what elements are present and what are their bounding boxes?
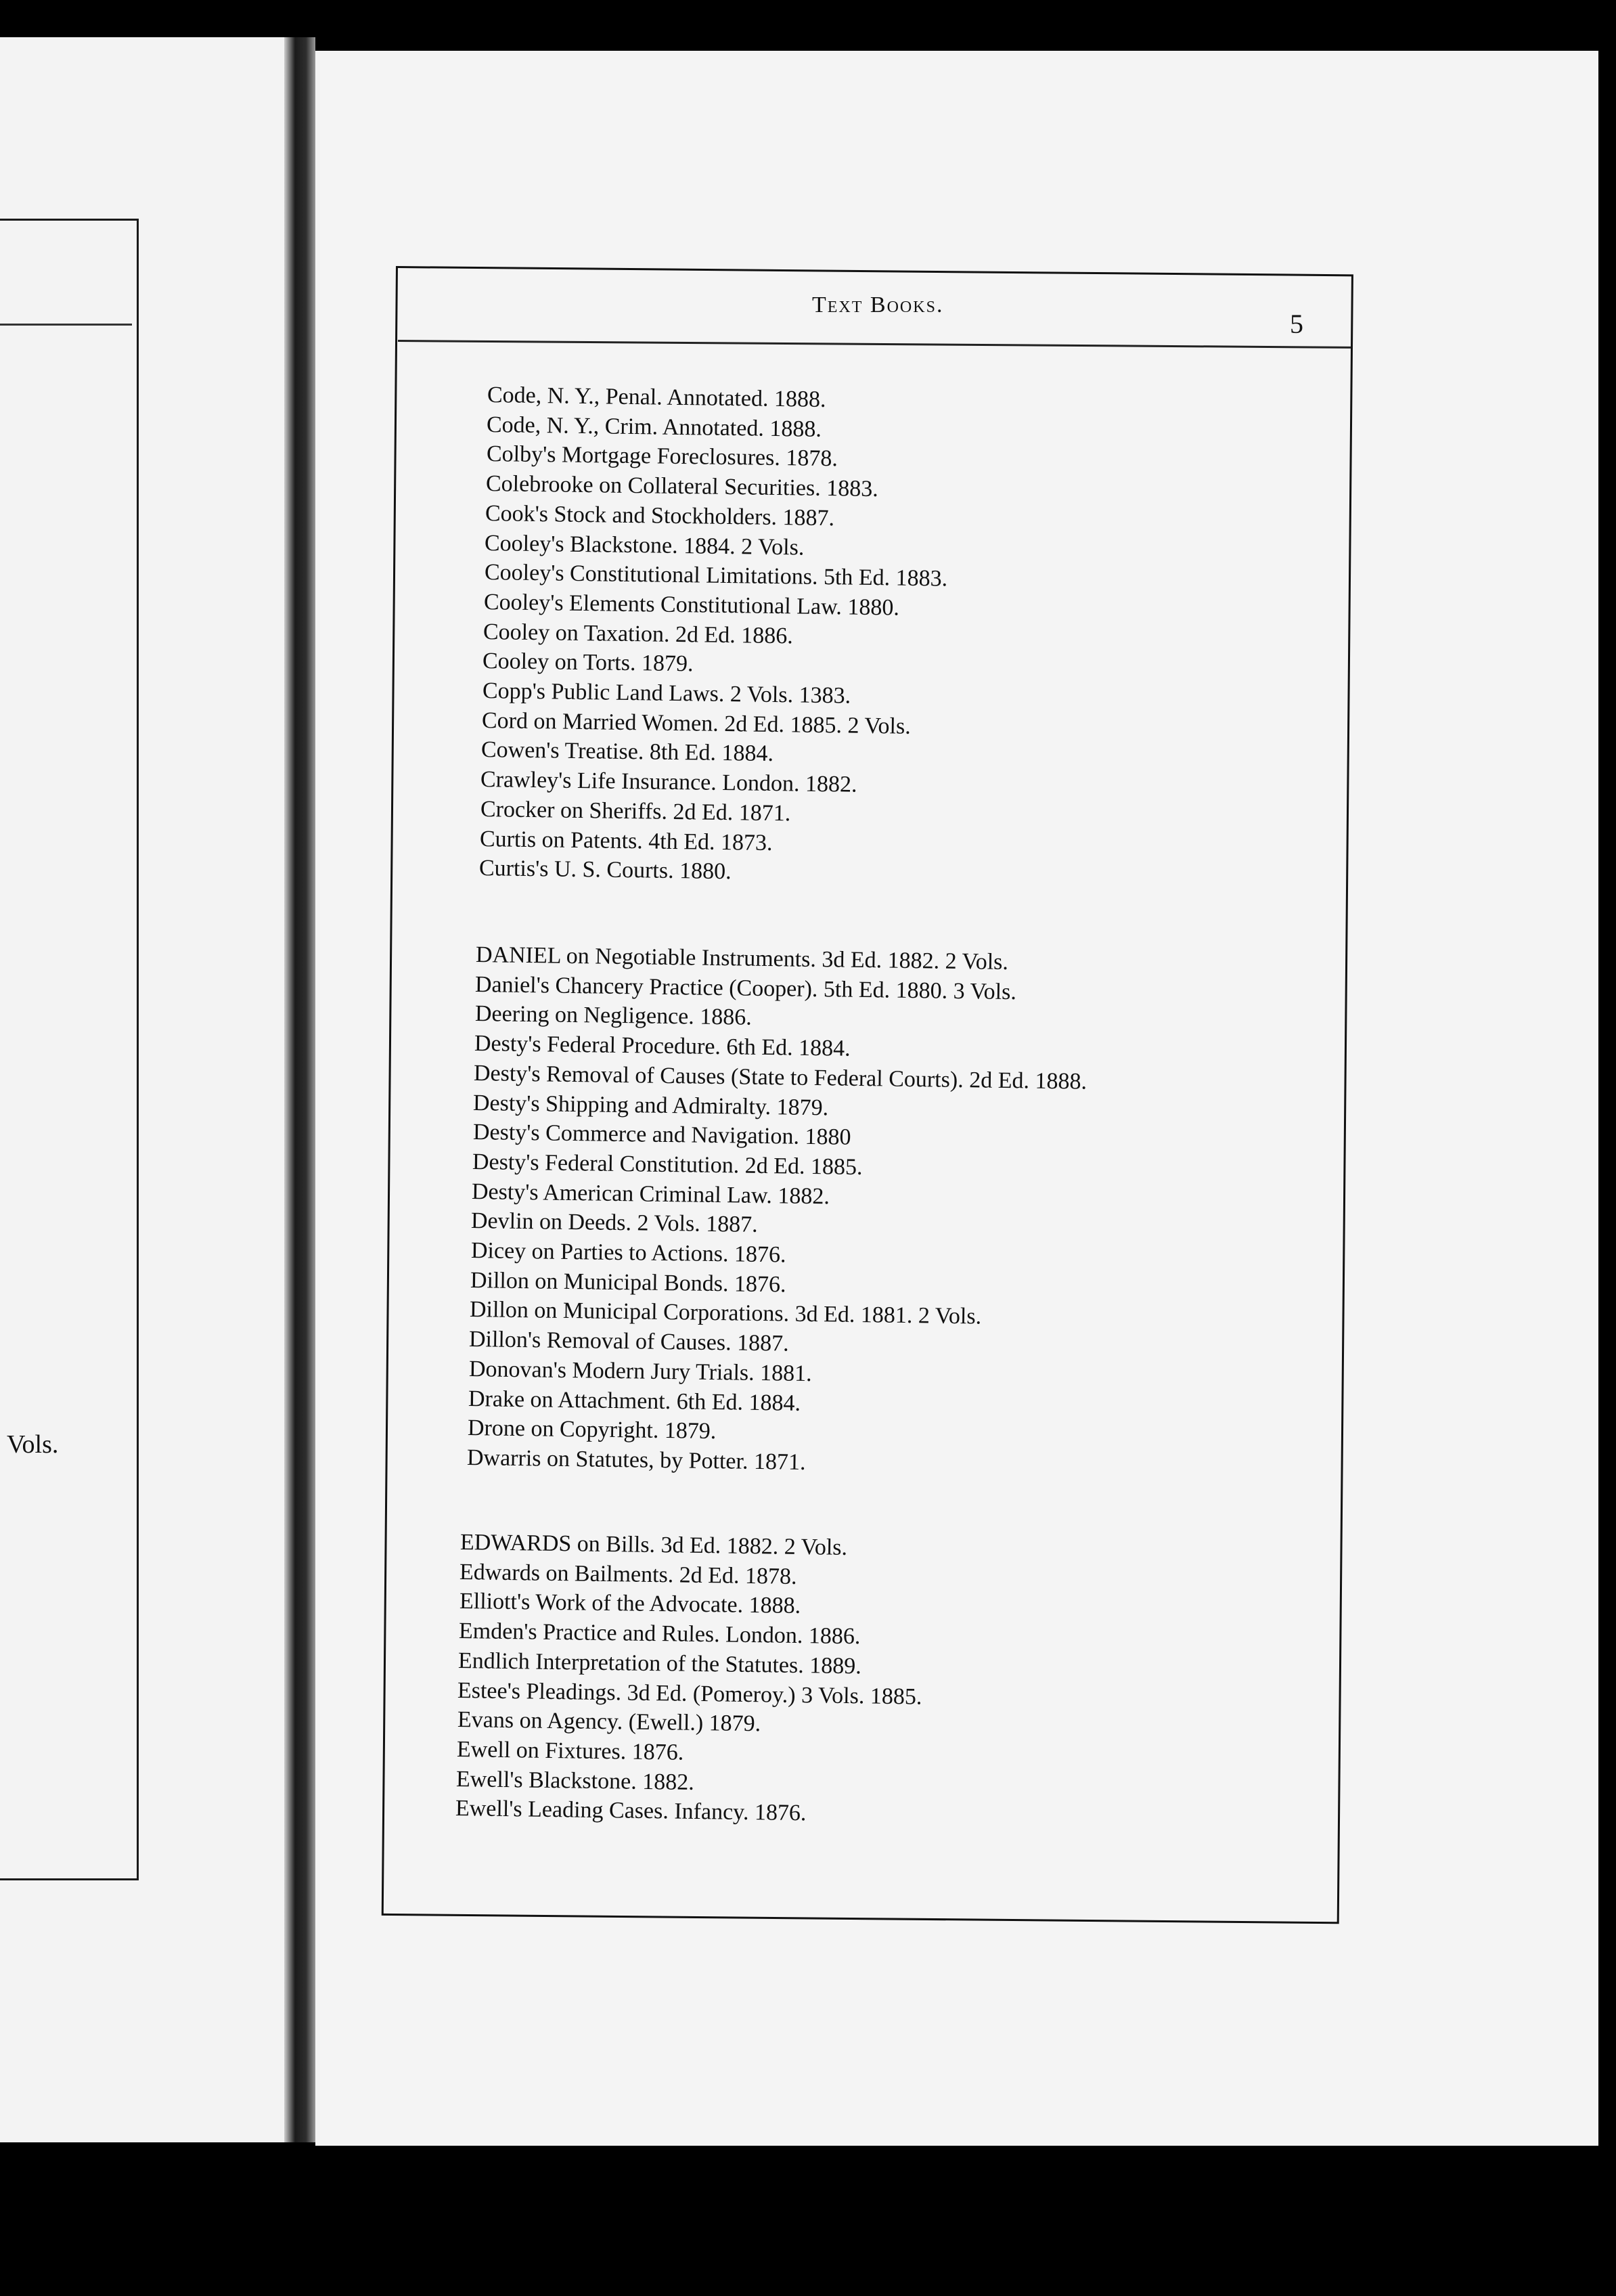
book-entry: Dillon on Municipal Bonds. 1876. xyxy=(470,1267,786,1298)
book-entry: Crocker on Sheriffs. 2d Ed. 1871. xyxy=(480,796,791,826)
book-entry: Code, N. Y., Penal. Annotated. 1888. xyxy=(487,382,826,412)
book-entry: Drake on Attachment. 6th Ed. 1884. xyxy=(468,1386,801,1416)
book-entry: Cooley's Elements Constitutional Law. 1880. xyxy=(483,589,899,621)
book-entry: Code, N. Y., Crim. Annotated. 1888. xyxy=(486,412,822,442)
book-entry: Cooley on Taxation. 2d Ed. 1886. xyxy=(482,619,794,648)
running-header: Text Books. xyxy=(812,292,944,317)
book-entry: Cooley on Torts. 1879. xyxy=(482,648,694,677)
book-entry: Ewell's Blackstone. 1882. xyxy=(455,1766,694,1795)
book-entry: Copp's Public Land Laws. 2 Vols. 1383. xyxy=(482,678,851,709)
book-entry: Crawley's Life Insurance. London. 1882. xyxy=(480,767,858,797)
book-entry: Devlin on Deeds. 2 Vols. 1887. xyxy=(470,1208,759,1238)
book-entry: Emden's Practice and Rules. London. 1886. xyxy=(458,1618,861,1650)
book-entry: Cooley's Blackstone. 1884. 2 Vols. xyxy=(484,530,805,560)
book-entry: Elliott's Work of the Advocate. 1888. xyxy=(459,1589,801,1619)
book-entry: Desty's Commerce and Navigation. 1880 xyxy=(472,1120,851,1150)
book-entry: Ewell on Fixtures. 1876. xyxy=(456,1736,684,1765)
book-entry: Cowen's Treatise. 8th Ed. 1884. xyxy=(480,737,774,767)
book-entry: Endlich Interpretation of the Statutes. 1889. xyxy=(457,1648,862,1679)
book-entry: Dwarris on Statutes, by Potter. 1871. xyxy=(466,1444,806,1475)
book-entry: Cooley's Constitutional Limitations. 5th Ed. 1883. xyxy=(484,560,947,592)
book-entry: DANIEL on Negotiable Instruments. 3d Ed. 1882. 2 Vols. xyxy=(475,942,1009,975)
book-entry: Colebrooke on Collateral Securities. 1883. xyxy=(485,471,878,502)
book-entry: Curtis's U. S. Courts. 1880. xyxy=(478,856,732,885)
book-entry: Edwards on Bailments. 2d Ed. 1878. xyxy=(459,1559,798,1589)
left-page-rule xyxy=(0,324,132,326)
book-entry: EDWARDS on Bills. 3d Ed. 1882. 2 Vols. xyxy=(459,1530,848,1560)
book-entry: Cook's Stock and Stockholders. 1887. xyxy=(485,500,835,531)
book-entry: Cord on Married Women. 2d Ed. 1885. 2 Vols. xyxy=(481,707,911,739)
book-entry: Curtis on Patents. 4th Ed. 1873. xyxy=(479,826,773,856)
book-entry: Desty's Federal Procedure. 6th Ed. 1884. xyxy=(474,1031,851,1061)
left-page-fragment: Vols. xyxy=(7,1430,59,1459)
book-entry: Colby's Mortgage Foreclosures. 1878. xyxy=(486,441,838,472)
book-entry: Dillon's Removal of Causes. 1887. xyxy=(468,1327,790,1356)
book-entry: Desty's Federal Constitution. 2d Ed. 1885. xyxy=(472,1149,863,1180)
book-entry: Evans on Agency. (Ewell.) 1879. xyxy=(457,1707,761,1737)
book-entry: Desty's Shipping and Admiralty. 1879. xyxy=(472,1090,829,1120)
book-entry: Dillon on Municipal Corporations. 3d Ed. 1881. 2 Vols. xyxy=(469,1297,982,1329)
book-entry: Donovan's Modern Jury Trials. 1881. xyxy=(468,1356,812,1386)
book-gutter xyxy=(284,37,315,2142)
book-entry: Drone on Copyright. 1879. xyxy=(467,1415,717,1444)
book-entry: Ewell's Leading Cases. Infancy. 1876. xyxy=(455,1796,807,1826)
book-entry: Dicey on Parties to Actions. 1876. xyxy=(470,1238,786,1268)
left-page-frame xyxy=(0,219,139,1880)
book-entry: Estee's Pleadings. 3d Ed. (Pomeroy.) 3 Vols. 1885. xyxy=(457,1677,922,1710)
book-entry: Desty's Removal of Causes (State to Federal Courts). 2d Ed. 1888. xyxy=(473,1060,1087,1095)
book-entry: Deering on Negligence. 1886. xyxy=(474,1001,752,1031)
book-entry: Desty's American Criminal Law. 1882. xyxy=(471,1178,830,1209)
book-entry: Daniel's Chancery Practice (Cooper). 5th Ed. 1880. 3 Vols. xyxy=(474,971,1017,1005)
page-number: 5 xyxy=(1290,309,1303,339)
